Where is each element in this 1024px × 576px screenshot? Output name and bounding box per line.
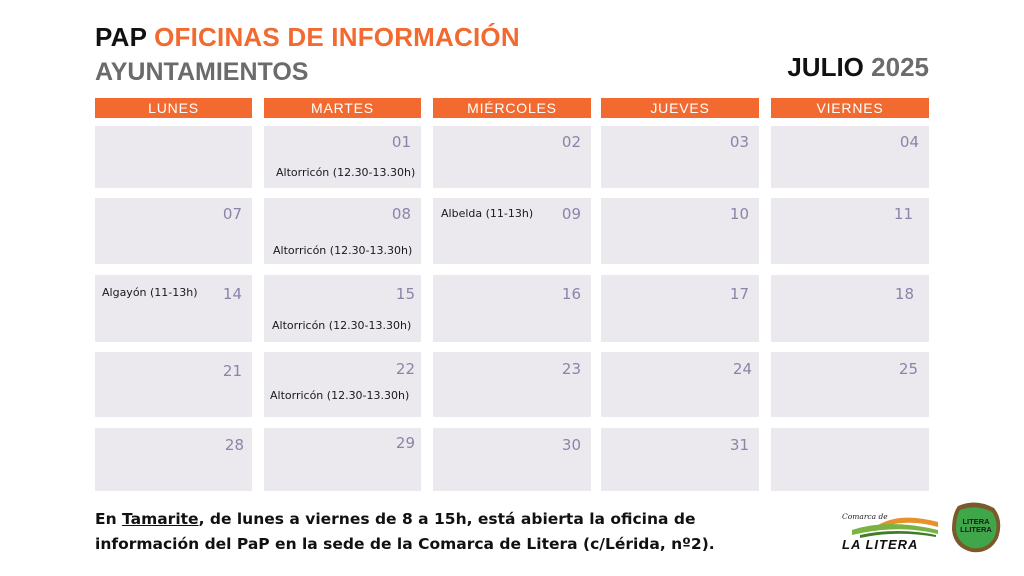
calendar-cell[interactable] — [95, 198, 252, 264]
day-number: 02 — [561, 133, 581, 151]
calendar-cell[interactable] — [601, 428, 759, 491]
comarca-la-litera-logo — [838, 508, 942, 552]
litera-llitera-badge-logo — [950, 500, 1002, 556]
day-number: 16 — [561, 285, 581, 303]
event-text: Altorricón (12.30-13.30h) — [273, 244, 413, 257]
footer-note — [95, 507, 715, 557]
calendar-cell[interactable] — [264, 428, 421, 491]
month-name: JULIO — [787, 52, 864, 82]
page-subtitle: AYUNTAMIENTOS — [95, 58, 309, 86]
event-text: Altorricón (12.30-13.30h) — [272, 319, 412, 332]
calendar-cell[interactable] — [433, 275, 591, 342]
footer-line-2: información del PaP en la sede de la Comarca de Litera (c/Lérida, nº2). — [95, 535, 715, 553]
weekday-header-lunes: LUNES — [95, 98, 252, 118]
calendar-cell[interactable] — [601, 126, 759, 188]
weekday-header-martes: MARTES — [264, 98, 421, 118]
day-number: 10 — [729, 205, 749, 223]
day-number: 28 — [224, 436, 244, 454]
calendar-cell-empty — [771, 428, 929, 491]
year-label: 2025 — [871, 52, 929, 82]
logo-small-text: Comarca de — [842, 512, 888, 521]
day-number: 04 — [899, 133, 919, 151]
event-text: Altorricón (12.30-13.30h) — [270, 389, 410, 402]
calendar-cell[interactable] — [264, 352, 421, 417]
day-number: 07 — [222, 205, 242, 223]
calendar-cell[interactable] — [601, 352, 759, 417]
calendar-cell[interactable] — [433, 352, 591, 417]
tamarite-link[interactable]: Tamarite — [122, 510, 199, 528]
title-accent: OFICINAS DE INFORMACIÓN — [154, 22, 520, 52]
day-number: 29 — [395, 434, 415, 452]
day-number: 18 — [894, 285, 914, 303]
day-number: 31 — [729, 436, 749, 454]
day-number: 08 — [391, 205, 411, 223]
day-number: 23 — [561, 360, 581, 378]
badge-text-litera: LITERA — [962, 517, 990, 526]
day-number: 17 — [729, 285, 749, 303]
calendar-cell[interactable] — [433, 428, 591, 491]
badge-text-llitera: LLITERA — [960, 525, 992, 534]
day-number: 22 — [395, 360, 415, 378]
day-number: 24 — [732, 360, 752, 378]
day-number: 30 — [561, 436, 581, 454]
footer-text: , de lunes a viernes de 8 a 15h, está abierta la oficina de — [198, 510, 696, 528]
calendar-cell[interactable] — [771, 275, 929, 342]
calendar-cell[interactable] — [95, 428, 252, 491]
calendar-cell[interactable] — [264, 198, 421, 264]
calendar-cell[interactable] — [771, 126, 929, 188]
day-number: 21 — [222, 362, 242, 380]
weekday-header-viernes: VIERNES — [771, 98, 929, 118]
event-text: Albelda (11-13h) — [441, 207, 534, 220]
title-prefix: PAP — [95, 22, 147, 52]
day-number: 01 — [391, 133, 411, 151]
calendar-cell-empty — [95, 126, 252, 188]
calendar-cell[interactable] — [433, 198, 591, 264]
calendar-cell[interactable] — [601, 198, 759, 264]
weekday-header-miercoles: MIÉRCOLES — [433, 98, 591, 118]
month-label — [787, 52, 929, 83]
calendar-cell[interactable] — [264, 126, 421, 188]
footer-text: En — [95, 510, 123, 528]
day-number: 14 — [222, 285, 242, 303]
calendar-cell[interactable] — [771, 352, 929, 417]
calendar-cell[interactable] — [601, 275, 759, 342]
day-number: 15 — [395, 285, 415, 303]
day-number: 09 — [561, 205, 581, 223]
weekday-header-jueves: JUEVES — [601, 98, 759, 118]
day-number: 11 — [893, 205, 913, 223]
logo-big-text: LA LITERA — [842, 537, 919, 552]
calendar-cell[interactable] — [771, 198, 929, 264]
day-number: 03 — [729, 133, 749, 151]
calendar-cell[interactable] — [264, 275, 421, 342]
event-text: Algayón (11-13h) — [102, 286, 198, 299]
footer-line-1 — [95, 507, 715, 532]
day-number: 25 — [898, 360, 918, 378]
calendar-cell[interactable] — [433, 126, 591, 188]
calendar-cell[interactable] — [95, 275, 252, 342]
page-title — [95, 22, 520, 53]
calendar-cell[interactable] — [95, 352, 252, 417]
event-text: Altorricón (12.30-13.30h) — [276, 166, 416, 179]
